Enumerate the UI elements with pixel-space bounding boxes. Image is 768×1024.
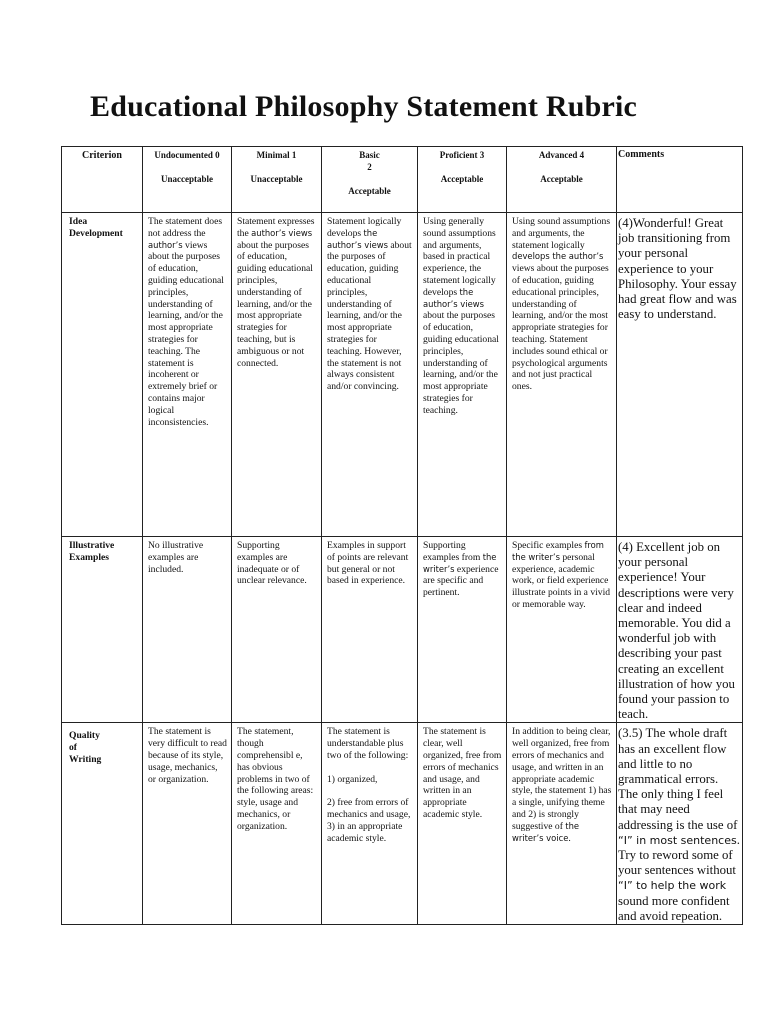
table-row [62, 537, 743, 723]
minimal-header: Minimal 1 Unacceptable [232, 147, 322, 213]
page-title: Educational Philosophy Statement Rubric [90, 90, 638, 123]
rubric-cell: The statement, though comprehensibl e, has obvious problems in two of the following areas: style, usage and mechanics, or organization. [232, 723, 322, 925]
rubric-cell: Statement expresses the author’s views about the purposes of education, guiding educational principles, understanding of learning, and/or the most appropriate strategies for teaching, but is ambiguous or not connected. [232, 213, 322, 537]
criterion-header: Criterion [62, 147, 143, 213]
rubric-cell: No illustrative examples are included. [143, 537, 232, 723]
rubric-cell: The statement is understandable plus two of the following: 1) organized, 2) free from errors of mechanics and usage, 3) in an appropriate academic style. [322, 723, 418, 925]
criterion-cell: Idea Development [62, 213, 143, 537]
table-row [62, 213, 743, 537]
rubric-cell: Examples in support of points are relevant but general or not based in experience. [322, 537, 418, 723]
comment-cell: (4) Excellent job on your personal experience! Your descriptions were very clear and indeed memorable. You did a wonderful job with describing your past creating an excellent illustration of how you found your passion to teach. [617, 537, 743, 723]
rubric-cell: Supporting examples are inadequate or of unclear relevance. [232, 537, 322, 723]
rubric-cell: In addition to being clear, well organized, free from errors of mechanics and usage, and written in an appropriate academic style, the statement 1) has a single, unifying theme and 2) is strongly suggestive of the writer’s voice. [507, 723, 617, 925]
rubric-table [61, 146, 743, 925]
undocumented-header: Undocumented 0 Unacceptable [143, 147, 232, 213]
comment-cell: (4)Wonderful! Great job transitioning from your personal experience to your Philosophy. Your essay had great flow and was easy to understand. [617, 213, 743, 537]
rubric-cell: Specific examples from the writer’s personal experience, academic work, or field experience illustrate points in a vivid or memorable way. [507, 537, 617, 723]
header-row [62, 147, 743, 213]
rubric-cell: The statement does not address the author’s views about the purposes of education, guiding educational principles, understanding of learning, and/or the most appropriate strategies for teaching. The statement is incoherent or extremely brief or contains major logical inconsistencies. [143, 213, 232, 537]
rubric-cell: Statement logically develops the author’s views about the purposes of education, guiding educational principles, understanding of learning, and/or the most appropriate strategies for teaching. However, the statement is not always consistent and/or convincing. [322, 213, 418, 537]
criterion-cell: Quality of Writing [62, 723, 143, 925]
comment-cell: (3.5) The whole draft has an excellent flow and little to no grammatical errors. The only thing I feel that may need addressing is the use of “I” in most sentences. Try to reword some of your sentences without “I” to help the work sound more confident and avoid repeation. [617, 723, 743, 925]
comments-header: Comments [617, 147, 743, 213]
rubric-cell: Using sound assumptions and arguments, the statement logically develops the author’s views about the purposes of education, guiding educational principles, understanding of learning, and/or the most appropriate strategies for teaching. Statement includes sound ethical or psychological arguments and not just practical ones. [507, 213, 617, 537]
criterion-cell: Illustrative Examples [62, 537, 143, 723]
basic-header: Basic 2 Acceptable [322, 147, 418, 213]
rubric-cell: The statement is very difficult to read because of its style, usage, mechanics, or organization. [143, 723, 232, 925]
rubric-cell: Supporting examples from the writer’s experience are specific and pertinent. [418, 537, 507, 723]
rubric-cell: The statement is clear, well organized, free from errors of mechanics and usage, and written in an appropriate academic style. [418, 723, 507, 925]
table-row [62, 723, 743, 925]
rubric-cell: Using generally sound assumptions and arguments, based in practical experience, the statement logically develops the author’s views about the purposes of education, guiding educational principles, understanding of learning, and/or the most appropriate strategies for teaching. [418, 213, 507, 537]
advanced-header: Advanced 4 Acceptable [507, 147, 617, 213]
proficient-header: Proficient 3 Acceptable [418, 147, 507, 213]
